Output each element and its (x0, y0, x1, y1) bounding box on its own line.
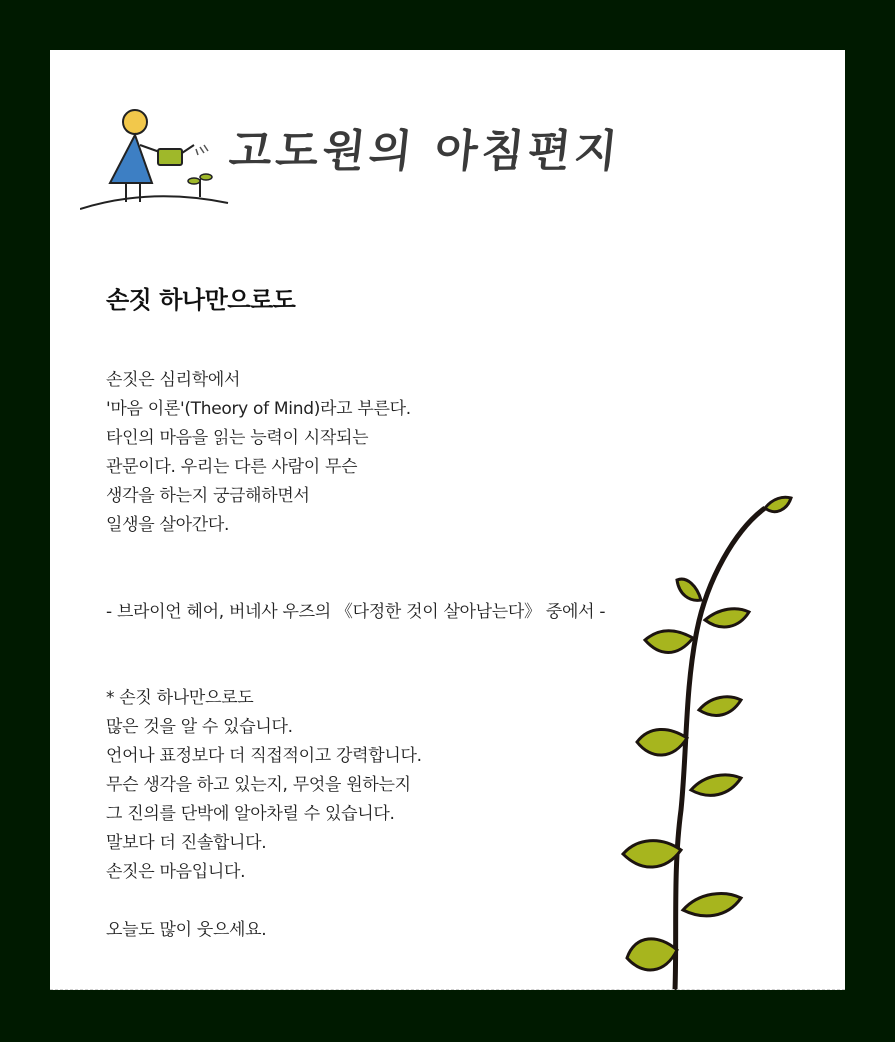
comment-line: 언어나 표정보다 더 직접적이고 강력합니다. (106, 746, 422, 766)
quote-paragraph (106, 366, 411, 540)
closing-line: 오늘도 많이 웃으세요. (106, 920, 267, 940)
comment-line: 많은 것을 알 수 있습니다. (106, 717, 293, 737)
letter-card (50, 50, 845, 990)
quote-line: 일생을 살아간다. (106, 515, 230, 535)
gardener-illustration (80, 105, 230, 215)
quote-line: 관문이다. 우리는 다른 사람이 무슨 (106, 457, 358, 477)
quote-line: 타인의 마음을 읽는 능력이 시작되는 (106, 428, 369, 448)
quote-line: '마음 이론'(Theory of Mind)라고 부른다. (106, 399, 411, 419)
quote-line: 손짓은 심리학에서 (106, 370, 241, 390)
divider (50, 987, 845, 990)
quote-source: - 브라이언 헤어, 버네사 우즈의 《다정한 것이 살아남는다》 중에서 - (106, 602, 606, 622)
logo[interactable] (80, 105, 624, 215)
letter-title: 손짓 하나만으로도 (106, 286, 296, 314)
quote-line: 생각을 하는지 궁금해하면서 (106, 486, 310, 506)
comment-line: 손짓은 마음입니다. (106, 862, 246, 882)
comment-paragraph (106, 684, 422, 887)
comment-line: 말보다 더 진솔합니다. (106, 833, 267, 853)
comment-line: 무슨 생각을 하고 있는지, 무엇을 원하는지 (106, 775, 411, 795)
vine-illustration (615, 490, 795, 990)
comment-line: * 손짓 하나만으로도 (106, 688, 254, 708)
logo-text: 고도원의 아침편지 (226, 126, 624, 177)
comment-line: 그 진의를 단박에 알아차릴 수 있습니다. (106, 804, 395, 824)
